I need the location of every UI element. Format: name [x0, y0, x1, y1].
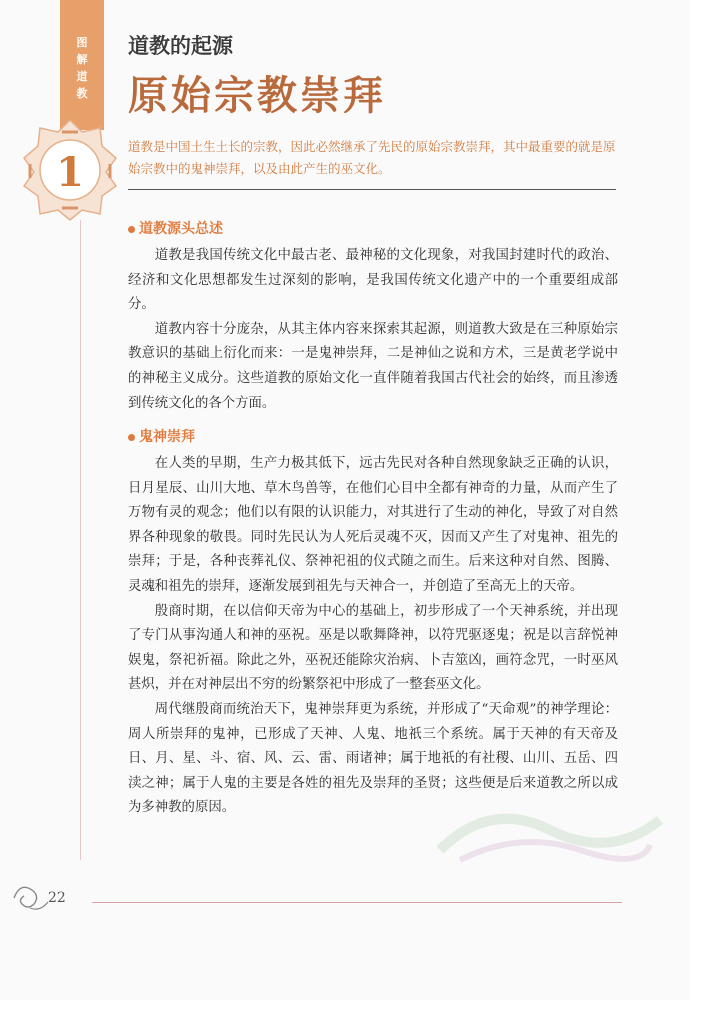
section-ghost-worship [128, 426, 618, 821]
side-tab-char: 道 [76, 70, 88, 83]
section-heading-text: 道教源头总述 [139, 221, 223, 237]
paragraph: 殷商时期，在以信仰天帝为中心的基础上，初步形成了一个天神系统，并出现了专门从事沟通人和神的巫祝。巫是以歌舞降神，以符咒驱逐鬼；祝是以言辞悦神娱鬼，祭祀祈福。除此之外，巫祝还能除灾治病、卜吉筮凶，画符念咒，一时巫风甚炽，并在对神层出不穷的纷繁祭祀中形成了一整套巫文化。 [128, 603, 618, 693]
decorative-brush-icon [430, 790, 670, 870]
bullet-dot-icon [128, 434, 135, 441]
intro-text: 道教是中国土生土长的宗教，因此必然继承了先民的原始宗教崇拜，其中最重要的就是原始宗教中的鬼神崇拜，以及由此产生的巫文化。 [128, 139, 616, 176]
margin-rule [80, 220, 81, 860]
page-number: 22 [48, 890, 66, 906]
section-origin-overview [128, 218, 618, 416]
paragraph: 道教是我国传统文化中最古老、最神秘的文化现象，对我国封建时代的政治、经济和文化思想都发生过深刻的影响，是我国传统文化遗产中的一个重要组成部分。 [128, 248, 618, 313]
section-heading [128, 426, 618, 446]
side-tab-char: 教 [76, 87, 88, 100]
paragraph: 道教内容十分庞杂，从其主体内容来探索其起源，则道教大致是在三种原始宗教意识的基础上衍化而来：一是鬼神崇拜，二是神仙之说和方术，三是黄老学说中的神秘主义成分。这些道教的原始文化一直伴随着我国古代社会的始终，而且渗透到传统文化的各个方面。 [128, 321, 618, 411]
bullet-dot-icon [128, 226, 135, 233]
side-tab [60, 0, 104, 130]
side-tab-char: 图 [76, 36, 88, 49]
section-heading [128, 218, 618, 238]
side-tab-char: 解 [76, 53, 88, 66]
chapter-emblem-icon [22, 118, 118, 222]
page-title: 原始宗教崇拜 [128, 73, 386, 119]
corner-ornament-icon [10, 878, 50, 914]
page-subtitle: 道教的起源 [128, 34, 233, 58]
paragraph: 在人类的早期，生产力极其低下，远古先民对各种自然现象缺乏正确的认识，日月星辰、山川大地、草木鸟兽等，在他们心目中全都有神奇的力量，从而产生了万物有灵的观念；他们以有限的认识能力，对其进行了生动的神化，导致了对自然界各种现象的敬畏。同时先民认为人死后灵魂不灭，因而又产生了对鬼神、祖先的崇拜；于是，各种丧葬礼仪、祭神祀祖的仪式随之而生。后来这种对自然、图腾、灵魂和祖先的崇拜，逐渐发展到祖先与天神合一，并创造了至高无上的天帝。 [128, 456, 618, 594]
section-heading-text: 鬼神崇拜 [139, 429, 195, 445]
chapter-number: 1 [56, 149, 84, 196]
paragraph: 周代继殷商而统治天下，鬼神崇拜更为系统，并形成了“天命观”的神学理论：周人所崇拜的鬼神，已形成了天神、人鬼、地祇三个系统。属于天神的有天帝及日、月、星、斗、宿、风、云、雷、雨诸神；属于地祇的有社稷、山川、五岳、四渎之神；属于人鬼的主要是各姓的祖先及崇拜的圣贤；这些便是后来道教之所以成为多神教的原因。 [128, 701, 618, 816]
intro-divider [128, 189, 616, 190]
footer-rule [92, 902, 622, 903]
